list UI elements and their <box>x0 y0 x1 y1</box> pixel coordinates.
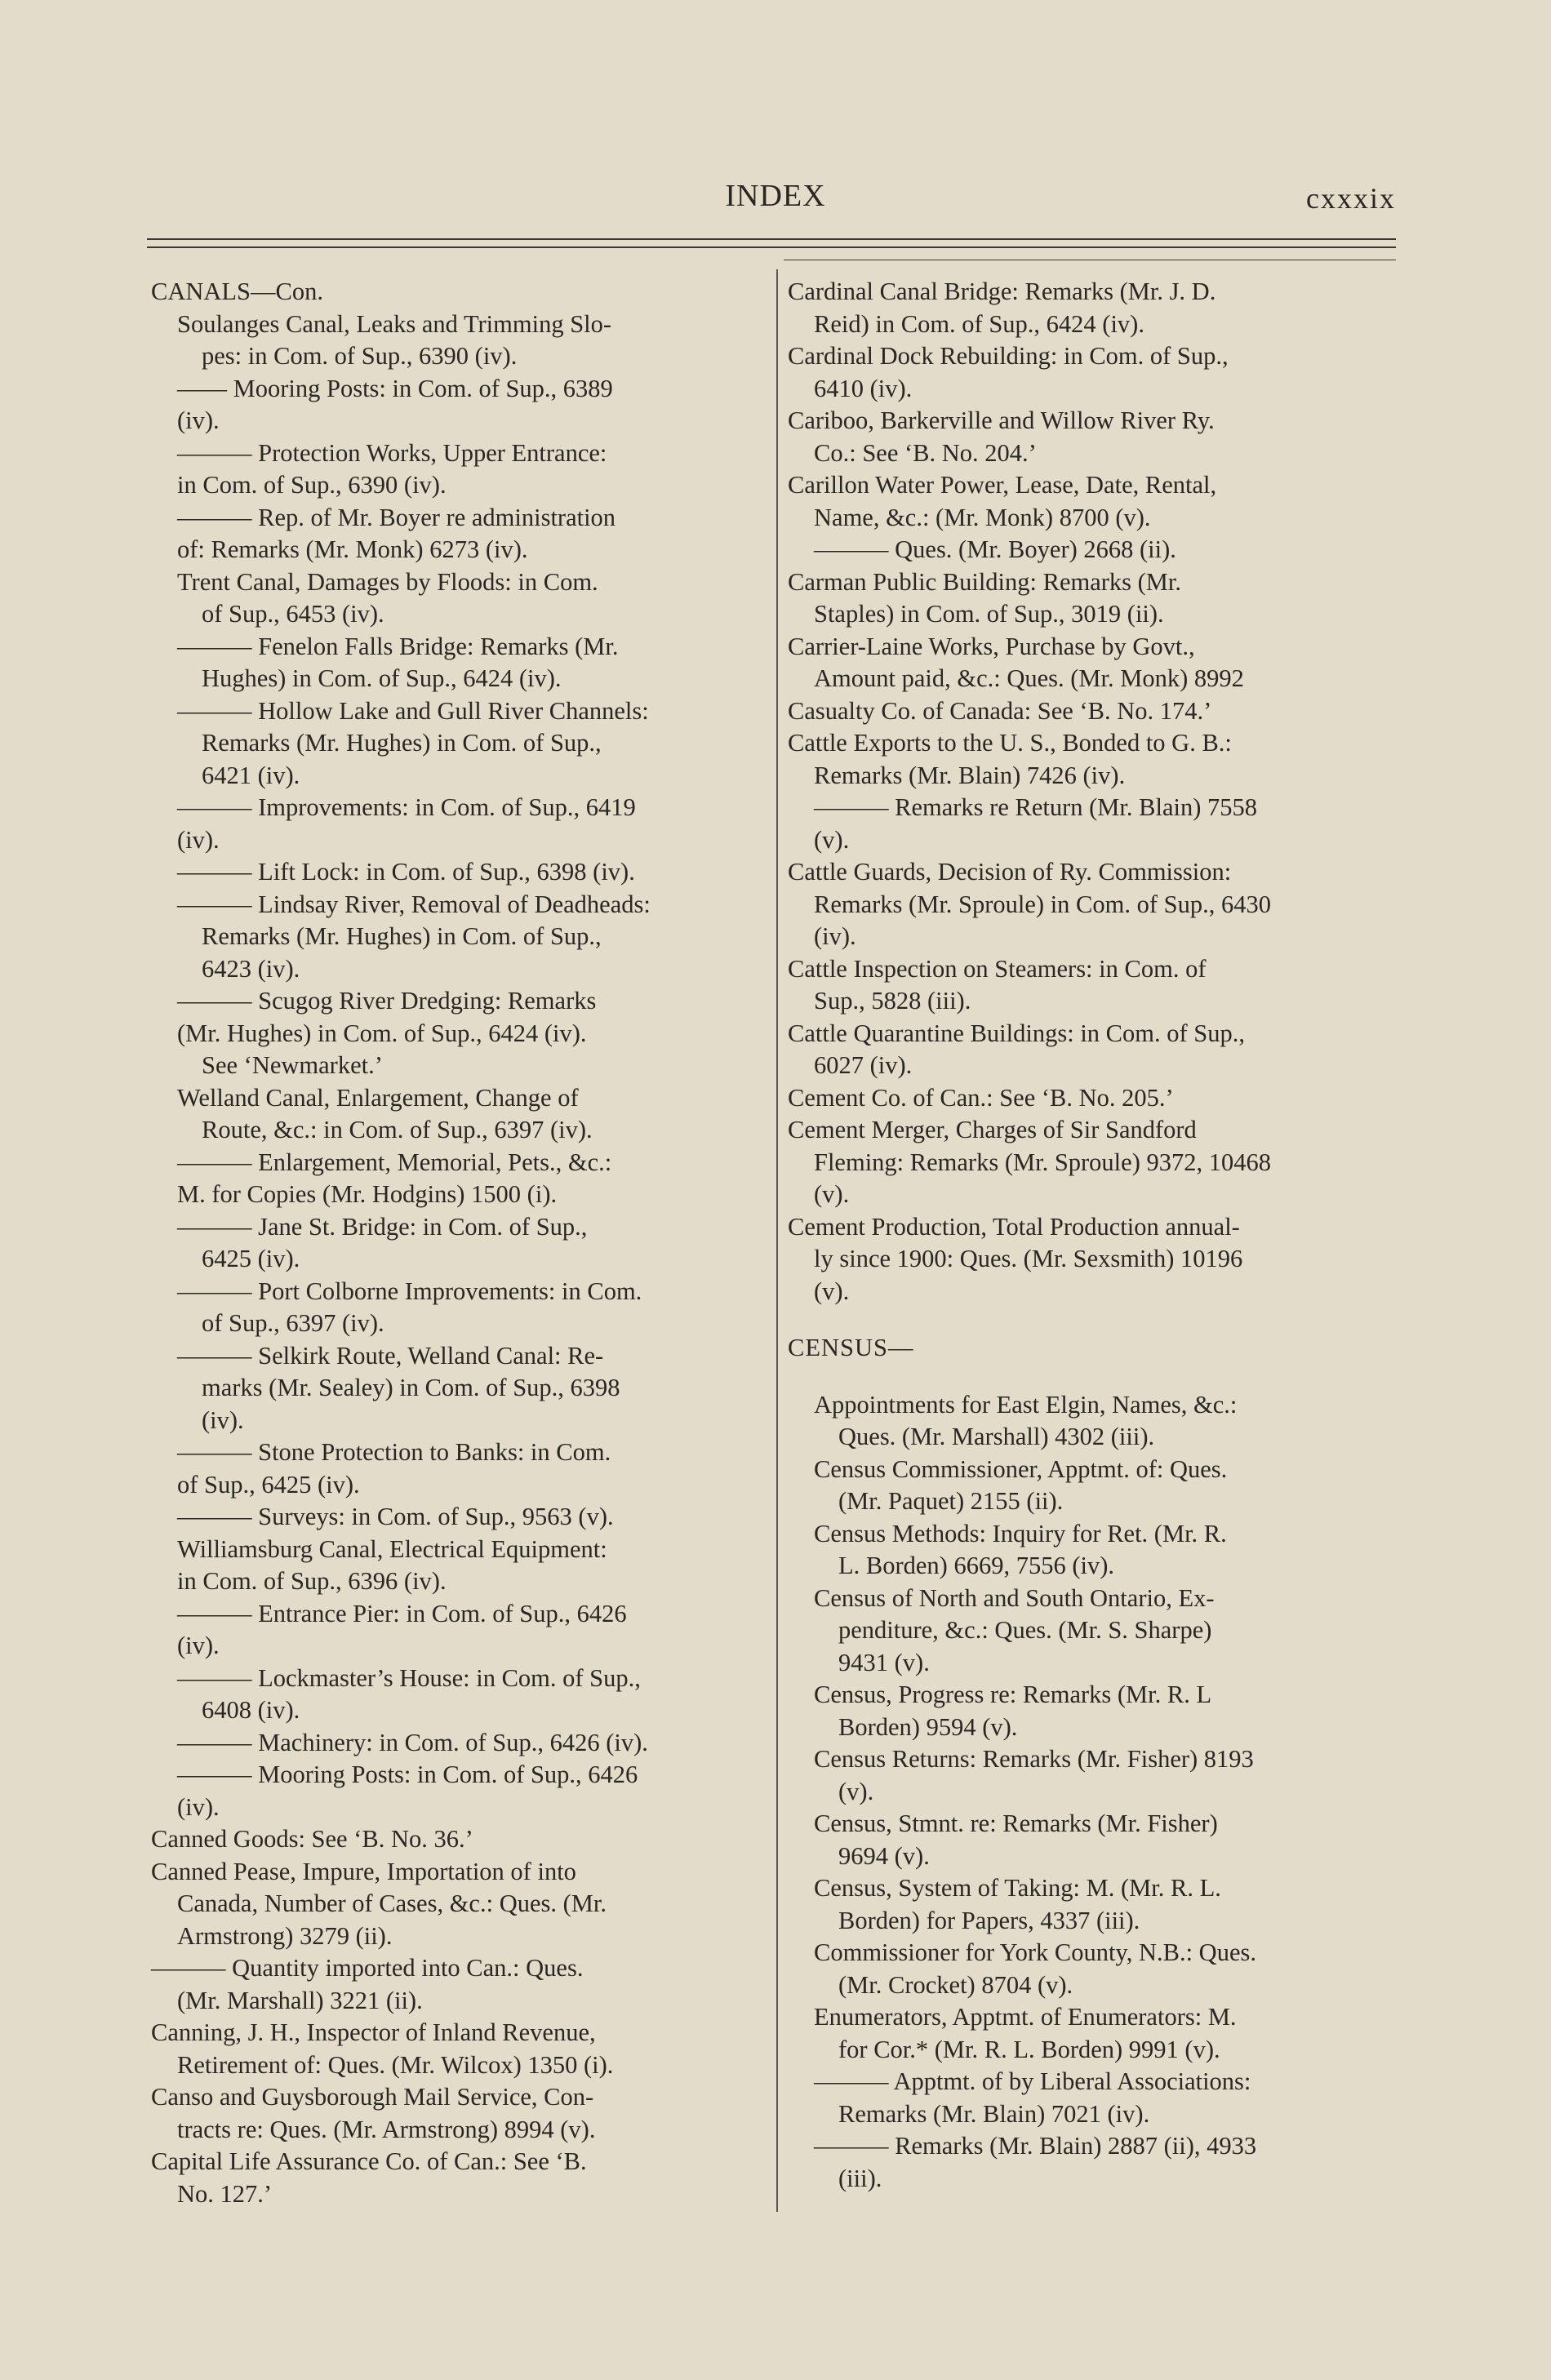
index-entry-line: ——— Machinery: in Com. of Sup., 6426 (iv). <box>177 1728 648 1756</box>
index-entry-line: (iv). <box>177 1632 220 1659</box>
index-entry-line: 6027 (iv). <box>814 1051 913 1079</box>
index-entry-line: Casualty Co. of Canada: See ‘B. No. 174.’ <box>788 696 1212 725</box>
index-entry-line: Carman Public Building: Remarks (Mr. <box>788 567 1182 596</box>
index-entry-line: (iv). <box>814 922 856 950</box>
index-entry-line: (v). <box>814 825 850 854</box>
index-entry-line: in Com. of Sup., 6396 (iv). <box>177 1567 447 1595</box>
index-entry-line: Cement Merger, Charges of Sir Sandford <box>788 1116 1197 1143</box>
index-entry-line: ly since 1900: Ques. (Mr. Sexsmith) 10196 <box>814 1245 1243 1272</box>
index-entry-line: ——— Mooring Posts: in Com. of Sup., 6426 <box>177 1761 638 1788</box>
index-entry-line: ——— Fenelon Falls Bridge: Remarks (Mr. <box>177 632 619 660</box>
index-entry-line: Soulanges Canal, Leaks and Trimming Slo- <box>177 309 612 338</box>
index-entry-line: Canned Goods: See ‘B. No. 36.’ <box>151 1825 473 1853</box>
index-entry-line: Cement Co. of Can.: See ‘B. No. 205.’ <box>788 1083 1174 1112</box>
index-entry-line: 9431 (v). <box>838 1648 930 1676</box>
index-entry-line: Enumerators, Apptmt. of Enumerators: M. <box>814 2003 1237 2031</box>
index-entry-line: (iv). <box>177 406 220 434</box>
index-entry-line: ——— Port Colborne Improvements: in Com. <box>177 1277 642 1305</box>
index-entry-line: ——— Lindsay River, Removal of Deadheads: <box>177 890 651 918</box>
index-entry-line: Census Returns: Remarks (Mr. Fisher) 8193 <box>814 1745 1254 1773</box>
index-entry-line: ——— Remarks (Mr. Blain) 2887 (ii), 4933 <box>814 2132 1257 2160</box>
index-entry-line: ——— Enlargement, Memorial, Pets., &c.: <box>177 1148 612 1176</box>
index-entry-line: Route, &c.: in Com. of Sup., 6397 (iv). <box>202 1116 593 1143</box>
right-column <box>788 276 1402 2195</box>
index-entry-line: (Mr. Paquet) 2155 (ii). <box>838 1487 1064 1515</box>
index-entry-line: (Mr. Crocket) 8704 (v). <box>838 1970 1073 1999</box>
index-entry-line: L. Borden) 6669, 7556 (iv). <box>838 1552 1114 1579</box>
index-entry-line: in Com. of Sup., 6390 (iv). <box>177 471 447 499</box>
index-entry-line: Hughes) in Com. of Sup., 6424 (iv). <box>202 664 562 692</box>
index-entry-line: (iv). <box>202 1405 244 1434</box>
index-entry-line: Census Methods: Inquiry for Ret. (Mr. R. <box>814 1519 1227 1547</box>
index-entry-line: M. for Copies (Mr. Hodgins) 1500 (i). <box>177 1180 558 1208</box>
section-heading: CENSUS— <box>788 1334 914 1361</box>
index-entry-line: ——— Scugog River Dredging: Remarks <box>177 987 597 1015</box>
index-entry-line: Census of North and South Ontario, Ex- <box>814 1583 1215 1612</box>
index-entry-line: Capital Life Assurance Co. of Can.: See ‘B. <box>151 2147 587 2175</box>
index-entry-line: Sup., 5828 (iii). <box>814 987 971 1015</box>
index-entry-line: Cardinal Dock Rebuilding: in Com. of Sup., <box>788 342 1229 370</box>
index-entry-line: No. 127.’ <box>177 2179 273 2208</box>
index-entry-line: 6408 (iv). <box>202 1696 300 1724</box>
index-entry-line: 6410 (iv). <box>814 374 913 402</box>
index-entry-line: Canned Pease, Impure, Importation of into <box>151 1857 576 1885</box>
index-entry-line: ——— Lockmaster’s House: in Com. of Sup., <box>177 1663 641 1692</box>
index-entry-line: Cement Production, Total Production annual- <box>788 1212 1240 1241</box>
index-entry-line: pes: in Com. of Sup., 6390 (iv). <box>202 342 518 370</box>
index-entry-line: of Sup., 6453 (iv). <box>202 600 384 628</box>
index-entry-line: Census, System of Taking: M. (Mr. R. L. <box>814 1874 1221 1902</box>
index-entry-line: ——— Remarks re Return (Mr. Blain) 7558 <box>814 793 1257 821</box>
index-entry-line: Census Commissioner, Apptmt. of: Ques. <box>814 1454 1228 1483</box>
index-entry-line: ——— Hollow Lake and Gull River Channels: <box>177 696 649 725</box>
index-entry-line: Cardinal Canal Bridge: Remarks (Mr. J. D. <box>788 278 1216 305</box>
index-entry-line: 6425 (iv). <box>202 1245 300 1272</box>
index-entry-line: penditure, &c.: Ques. (Mr. S. Sharpe) <box>838 1616 1212 1644</box>
index-entry-line: Remarks (Mr. Hughes) in Com. of Sup., <box>202 729 602 757</box>
index-entry-line: marks (Mr. Sealey) in Com. of Sup., 6398 <box>202 1374 620 1401</box>
index-entry-line: (v). <box>838 1777 874 1805</box>
index-entry-line: Cattle Guards, Decision of Ry. Commission: <box>788 858 1232 886</box>
index-entry-line: of Sup., 6397 (iv). <box>202 1309 384 1337</box>
index-entry-line: 6421 (iv). <box>202 761 300 789</box>
index-entry-line: Cattle Inspection on Steamers: in Com. of <box>788 954 1207 983</box>
index-entry-line: of: Remarks (Mr. Monk) 6273 (iv). <box>177 535 528 563</box>
index-entry-line: ——— Selkirk Route, Welland Canal: Re- <box>177 1341 604 1370</box>
index-entry-line: Cattle Quarantine Buildings: in Com. of Sup., <box>788 1019 1245 1047</box>
index-entry-line: Appointments for East Elgin, Names, &c.: <box>814 1390 1238 1419</box>
index-entry-line: Co.: See ‘B. No. 204.’ <box>814 438 1037 467</box>
index-entry-line: ——— Stone Protection to Banks: in Com. <box>177 1438 611 1466</box>
index-entry-line: Name, &c.: (Mr. Monk) 8700 (v). <box>814 503 1151 531</box>
index-entry-line: CANALS—Con. <box>151 278 323 305</box>
index-entry-line: Fleming: Remarks (Mr. Sproule) 9372, 10468 <box>814 1148 1271 1176</box>
index-entry-line: ——— Ques. (Mr. Boyer) 2668 (ii). <box>814 535 1176 563</box>
index-entry-line: ——— Lift Lock: in Com. of Sup., 6398 (iv). <box>177 858 635 886</box>
index-entry-line: ——— Quantity imported into Can.: Ques. <box>151 1954 584 1982</box>
index-entry-line: Carillon Water Power, Lease, Date, Rental, <box>788 471 1217 499</box>
index-entry-line: of Sup., 6425 (iv). <box>177 1470 360 1499</box>
page-title: INDEX <box>725 179 826 213</box>
index-entry-line: ——— Surveys: in Com. of Sup., 9563 (v). <box>177 1503 614 1530</box>
index-entry-line: (iii). <box>838 2164 882 2192</box>
index-entry-line: —— Mooring Posts: in Com. of Sup., 6389 <box>177 374 613 402</box>
index-entry-line: ——— Apptmt. of by Liberal Associations: <box>814 2067 1251 2095</box>
index-entry-line: Trent Canal, Damages by Floods: in Com. <box>177 567 598 596</box>
index-entry-line: (v). <box>814 1277 850 1305</box>
index-entry-line: (iv). <box>177 825 220 854</box>
index-entry-line: ——— Jane St. Bridge: in Com. of Sup., <box>177 1212 588 1241</box>
index-entry-line: 6423 (iv). <box>202 954 300 983</box>
index-entry-line: (iv). <box>177 1792 220 1821</box>
index-entry-line: Census, Stmnt. re: Remarks (Mr. Fisher) <box>814 1809 1218 1837</box>
index-entry-line: ——— Rep. of Mr. Boyer re administration <box>177 503 616 531</box>
index-entry-line: Remarks (Mr. Blain) 7021 (iv). <box>838 2099 1150 2128</box>
index-entry-line: tracts re: Ques. (Mr. Armstrong) 8994 (v). <box>177 2115 596 2143</box>
index-entry-line: (v). <box>814 1180 850 1208</box>
index-entry-line: See ‘Newmarket.’ <box>202 1051 383 1079</box>
index-entry-line: Ques. (Mr. Marshall) 4302 (iii). <box>838 1423 1155 1450</box>
index-entry-line: ——— Improvements: in Com. of Sup., 6419 <box>177 793 636 821</box>
index-entry-line: Canning, J. H., Inspector of Inland Revenue, <box>151 2018 596 2046</box>
index-entry-line: (Mr. Hughes) in Com. of Sup., 6424 (iv). <box>177 1019 587 1047</box>
index-entry-line: Cariboo, Barkerville and Willow River Ry. <box>788 406 1215 434</box>
index-entry-line: Staples) in Com. of Sup., 3019 (ii). <box>814 600 1164 628</box>
index-entry-line: Remarks (Mr. Sproule) in Com. of Sup., 6430 <box>814 890 1271 918</box>
index-entry-line: Reid) in Com. of Sup., 6424 (iv). <box>814 309 1144 338</box>
index-entry-line: Cattle Exports to the U. S., Bonded to G. B.: <box>788 729 1232 757</box>
column-divider <box>776 269 778 2212</box>
index-entry-line: Census, Progress re: Remarks (Mr. R. L <box>814 1681 1212 1708</box>
header-rule-bottom <box>147 246 1396 248</box>
index-entry-line: ——— Protection Works, Upper Entrance: <box>177 438 607 467</box>
section-spacer <box>788 1365 1402 1389</box>
index-entry-line: Amount paid, &c.: Ques. (Mr. Monk) 8992 <box>814 664 1244 692</box>
index-entry-line: Commissioner for York County, N.B.: Ques. <box>814 1938 1256 1966</box>
index-entry-line: ——— Entrance Pier: in Com. of Sup., 6426 <box>177 1599 627 1627</box>
index-entry-line: Borden) 9594 (v). <box>838 1712 1018 1741</box>
page-number: cxxxix <box>1306 182 1396 215</box>
index-entry-line: Remarks (Mr. Hughes) in Com. of Sup., <box>202 922 602 950</box>
index-entry-line: Carrier-Laine Works, Purchase by Govt., <box>788 632 1195 660</box>
index-entry-line: Welland Canal, Enlargement, Change of <box>177 1083 579 1112</box>
index-entry-line: Williamsburg Canal, Electrical Equipment: <box>177 1534 607 1563</box>
index-entry-line: for Cor.* (Mr. R. L. Borden) 9991 (v). <box>838 2035 1220 2063</box>
index-entry-line: 9694 (v). <box>838 1841 930 1870</box>
section-spacer <box>788 1308 1402 1332</box>
index-entry-line: Canso and Guysborough Mail Service, Con- <box>151 2083 594 2111</box>
index-entry-line: Armstrong) 3279 (ii). <box>177 1921 393 1950</box>
index-entry-line: (Mr. Marshall) 3221 (ii). <box>177 1986 423 2014</box>
index-entry-line: Retirement of: Ques. (Mr. Wilcox) 1350 (i). <box>177 2050 614 2079</box>
left-column <box>151 276 767 2210</box>
index-entry-line: Borden) for Papers, 4337 (iii). <box>838 1906 1140 1934</box>
index-entry-line: Canada, Number of Cases, &c.: Ques. (Mr. <box>177 1889 607 1917</box>
index-entry-line: Remarks (Mr. Blain) 7426 (iv). <box>814 761 1126 789</box>
header-rule-top <box>147 238 1396 240</box>
